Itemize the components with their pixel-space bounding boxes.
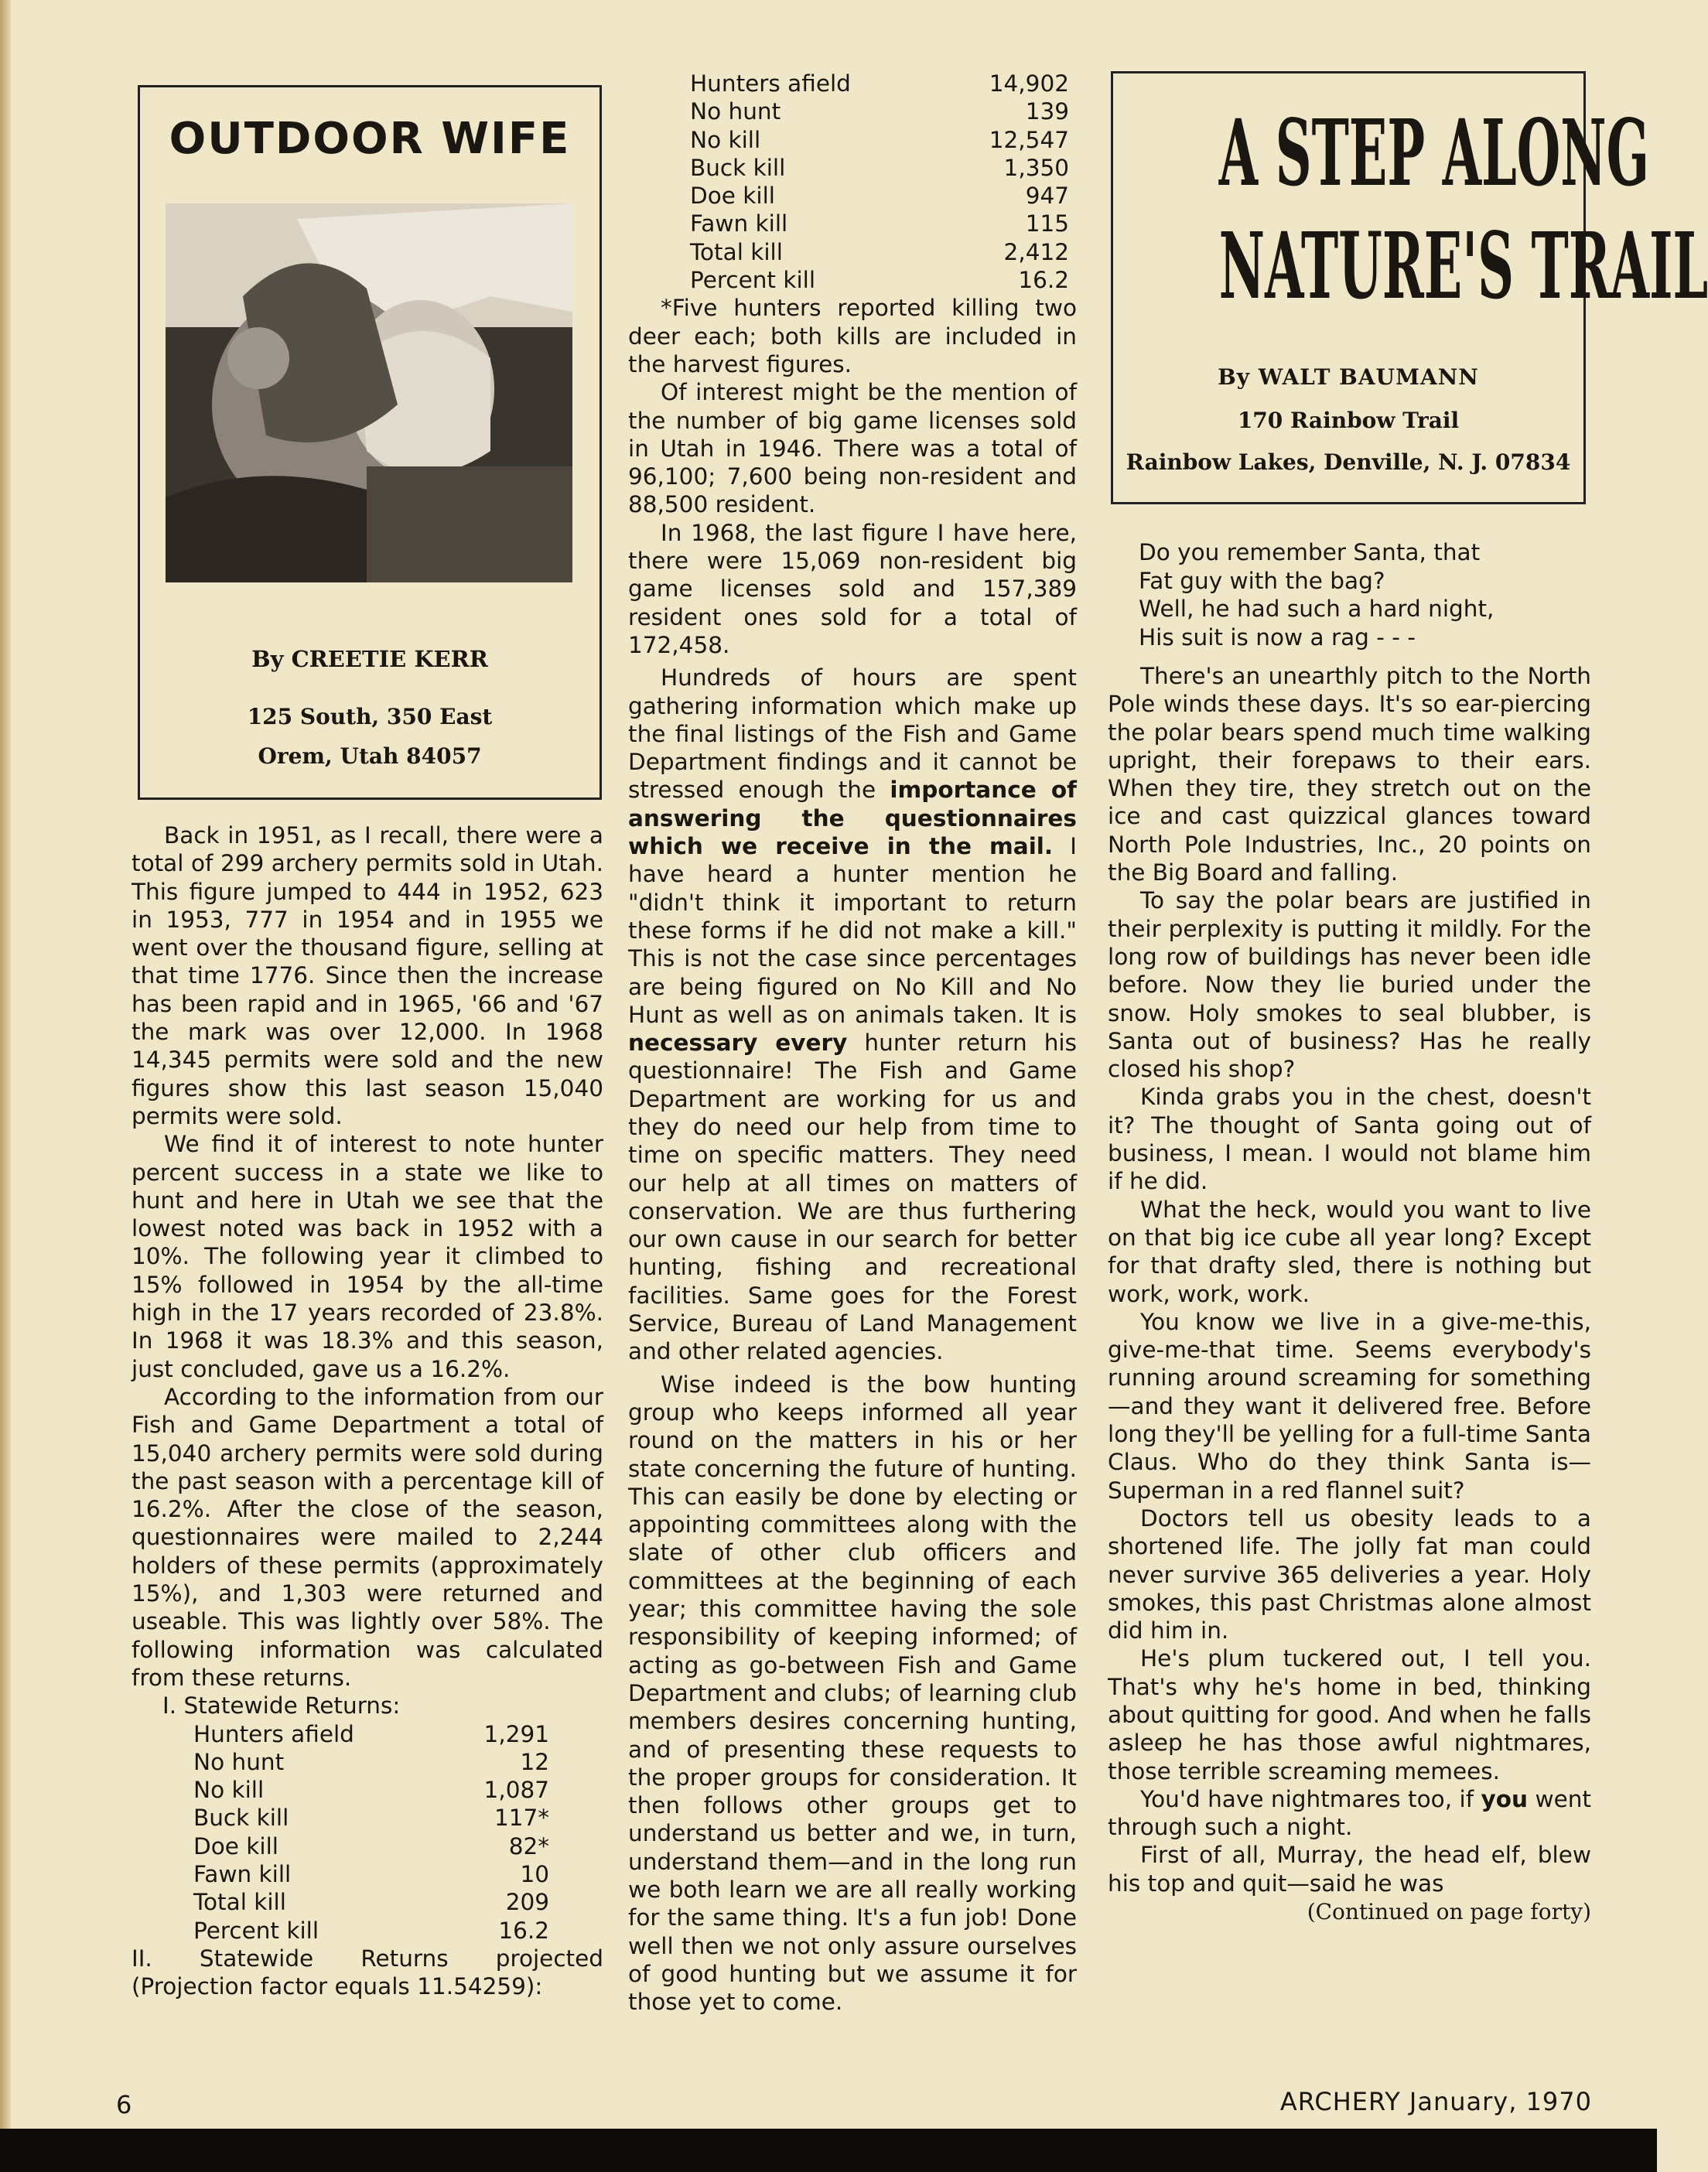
stats-value: 1,350 — [1003, 154, 1069, 181]
poem-line: His suit is now a rag - - - — [1139, 623, 1416, 651]
col3-p8-text-b: went through such a night. — [1108, 1785, 1591, 1841]
stats-row — [690, 70, 1069, 97]
col1-paragraph-2: We find it of interest to note hunter percent success in a state we like to hunt and here in Utah we see that the lowest noted was back in 1952 with a 10%. The following year it climbed to 15% followed in 1954 by the all-time high in the 17 years recorded of 23.8%. In 1968 it was 18.3% and this season, just concluded, gave us a 16.2%. — [132, 1131, 603, 1382]
stats-label: Fawn kill — [690, 210, 788, 237]
col2-p3-bold2: necessary every — [628, 1030, 848, 1057]
col2-paragraph-1: Of interest might be the mention of the number of big game licenses sold in Utah in 1946. There was a total of 96,100; 7,600 being non-resident and 88,500 resident. — [628, 379, 1077, 518]
col3-paragraph-2: To say the polar bears are justified in their perplexity is putting it mildly. For the long row of buildings has never been idle before. Now they lie buried under the snow. Holy smokes to seal blubber, is Santa out of business? Has he really closed his shop? — [1108, 887, 1591, 1083]
stats-row — [690, 266, 1069, 294]
stats-value: 10 — [520, 1860, 549, 1887]
col2-p3-text-a: Hundreds of hours are spent gathering information which make up the final listings of the Fish and Game Department findings and it cannot be stressed enough the — [628, 664, 1077, 804]
col1-paragraph-3: According to the information from our Fish and Game Department a total of 15,040 archery permits were sold during the past season with a percentage kill of 16.2%. After the close of the season, questionnaires were mailed to 2,244 holders of these permits (approximately 15%), and 1,303 were returned and useable. This was lightly over 58%. The following information was calculated from these returns. — [132, 1383, 603, 1691]
stats-value: 117* — [494, 1805, 549, 1832]
stats-value: 16.2 — [498, 1917, 549, 1944]
col3-p8-text-a: You'd have nightmares too, if — [1140, 1785, 1481, 1812]
col3-paragraph-4: What the heck, would you want to live on that big ice cube all year long? Except for that drafty sled, there is nothing but work, work, work. — [1108, 1196, 1591, 1307]
stats-row — [193, 1720, 549, 1748]
stats-label: Doe kill — [690, 183, 775, 210]
stats-row — [193, 1748, 549, 1776]
santa-poem — [1139, 538, 1591, 651]
stats-value: 14,902 — [989, 70, 1069, 97]
nature-trail-header-box — [1111, 71, 1708, 504]
stats-value: 139 — [1025, 98, 1069, 125]
col3-p8-bold: you — [1481, 1785, 1529, 1812]
col1-section-1-heading: I. Statewide Returns: — [162, 1692, 401, 1720]
stats-label: Doe kill — [193, 1832, 278, 1860]
col2-paragraph-4: Wise indeed is the bow hunting group who keeps informed all year round on the matters in his or her state concerning the future of hunting. This can easily be done by electing or appointing committees along with the slate of other club officers and committees at the beginning of each year; this committee having the sole responsibility of keeping informed; of acting as go-between Fish and Game Department and clubs; of learning club members desires concerning hunting, and of presenting these requests to the proper groups for consideration. It then follows other groups get to understand us better and we, in turn, understand them—and in the long run we both learn we are all really working for the same thing. It's a fun job! Done well then we not only assure ourselves of good hunting but we assume it for those yet to come. — [628, 1371, 1077, 2016]
col3-paragraph-5: You know we live in a give-me-this, give-me-that time. Seems everybody's running around screaming for something—and they want it delivered free. Before long they'll be yelling for a full-time Santa Claus. Who do they think Santa is—Superman in a red flannel suit? — [1108, 1308, 1591, 1504]
stats-label: No kill — [690, 126, 761, 153]
stats-row — [193, 1888, 549, 1916]
stats-row — [690, 210, 1069, 237]
scan-bottom-edge — [0, 2129, 1657, 2172]
scan-edge — [0, 0, 11, 2172]
nature-trail-title-line1: A STEP ALONG — [1218, 99, 1650, 207]
stats-value: 209 — [505, 1889, 549, 1916]
projected-returns-table — [690, 70, 1069, 294]
publication-footer: ARCHERY January, 1970 — [1279, 2087, 1592, 2116]
poem-line: Fat guy with the bag? — [1139, 567, 1385, 594]
stats-label: Percent kill — [193, 1917, 319, 1944]
nature-trail-title — [1218, 97, 1708, 323]
stats-label: No hunt — [193, 1748, 285, 1775]
nature-trail-title-line2: NATURE'S TRAIL — [1218, 212, 1708, 319]
stats-value: 2,412 — [1003, 238, 1069, 265]
poem-line: Well, he had such a hard night, — [1139, 596, 1494, 622]
page-number: 6 — [116, 2090, 132, 2119]
column-3 — [1108, 538, 1591, 1924]
stats-value: 1,087 — [483, 1777, 549, 1804]
col3-paragraph-6: Doctors tell us obesity leads to a shortened life. The jolly fat man could never survive 365 deliveries a year. Holy smokes, this past Christmas alone almost did him in. — [1108, 1504, 1591, 1644]
stats-label: Total kill — [690, 238, 783, 265]
nature-trail-address-line2: Rainbow Lakes, Denville, N. J. 07834 — [1126, 449, 1571, 475]
stats-row — [690, 238, 1069, 266]
col1-paragraph-1: Back in 1951, as I recall, there were a total of 299 archery permits sold in Utah. This figure jumped to 444 in 1952, 623 in 1953, 777 in 1954 and in 1955 we went over the thousand figure, selling at that time 1776. Since then the increase has been rapid and in 1965, '66 and '67 the mark was over 12,000. In 1968 14,345 permits were sold and the new figures show this last season 15,040 permits were sold. — [132, 822, 603, 1129]
stats-row — [690, 154, 1069, 182]
col3-paragraph-9: First of all, Murray, the head elf, blew his top and quit—said he was — [1108, 1842, 1591, 1897]
outdoor-wife-address-line2: Orem, Utah 84057 — [258, 743, 482, 769]
stats-label: Total kill — [193, 1889, 286, 1916]
stats-value: 16.2 — [1018, 267, 1069, 294]
author-photo — [166, 203, 572, 582]
col3-paragraph-8 — [1108, 1785, 1591, 1842]
stats-row — [193, 1776, 549, 1804]
stats-label: No hunt — [690, 98, 781, 125]
outdoor-wife-address-line1: 125 South, 350 East — [247, 704, 493, 729]
outdoor-wife-header-box — [138, 85, 602, 800]
outdoor-wife-title: OUTDOOR WIFE — [169, 114, 571, 164]
col1-section-2-heading: II. Statewide Returns projected (Projection factor equals 11.54259): — [132, 1945, 603, 2000]
stats-value: 82* — [508, 1832, 549, 1860]
stats-row — [690, 97, 1069, 125]
stats-value: 1,291 — [483, 1720, 549, 1747]
col3-paragraph-7: He's plum tuckered out, I tell you. That's why he's home in bed, thinking about quitting for good. And when he falls asleep he has those awful nightmares, those terrible screaming memees. — [1108, 1645, 1591, 1784]
stats-label: Hunters afield — [690, 70, 851, 97]
stats-row — [193, 1832, 549, 1860]
continued-note: (Continued on page forty) — [1307, 1899, 1591, 1925]
col3-paragraph-3: Kinda grabs you in the chest, doesn't it? The thought of Santa going out of business, I mean. I would not blame him if he did. — [1108, 1084, 1591, 1195]
nature-trail-byline: By WALT BAUMANN — [1218, 364, 1479, 390]
stats-value: 947 — [1025, 183, 1069, 210]
column-2 — [628, 70, 1077, 2016]
stats-value: 12 — [520, 1748, 549, 1775]
col2-p3-text-b: I have heard a hunter mention he "didn't think it important to return these forms if he did not make a kill." This is not the case since percentages are being figured on No Kill and No Hunt as well as on animals taken. It is — [628, 833, 1077, 1028]
outdoor-wife-byline: By CREETIE KERR — [251, 646, 488, 672]
col3-paragraph-1: There's an unearthly pitch to the North Pole winds these days. It's so ear-piercing the polar bears spend much time walking upright, their forepaws to their ears. When they tire, they stretch out on the ice and cast quizzical glances toward North Pole Industries, Inc., 20 points on the Big Board and falling. — [1108, 663, 1591, 886]
stats-value: 12,547 — [989, 126, 1069, 153]
stats-row — [690, 126, 1069, 154]
stats-row — [193, 1917, 549, 1945]
poem-line: Do you remember Santa, that — [1139, 539, 1481, 565]
stats-row — [193, 1860, 549, 1888]
stats-label: Fawn kill — [193, 1860, 292, 1887]
stats-label: Hunters afield — [193, 1720, 354, 1747]
column-1 — [132, 821, 603, 2000]
stats-row — [193, 1804, 549, 1832]
stats-label: Buck kill — [193, 1805, 289, 1832]
statewide-returns-table — [193, 1720, 603, 1945]
stats-label: Percent kill — [690, 267, 816, 294]
stats-label: No kill — [193, 1777, 265, 1804]
col2-footnote: *Five hunters reported killing two deer each; both kills are included in the harvest figures. — [628, 295, 1077, 377]
col2-paragraph-2: In 1968, the last figure I have here, there were 15,069 non-resident big game licenses sold and 157,389 resident ones sold for a total of 172,458. — [628, 519, 1077, 658]
nature-trail-address-line1: 170 Rainbow Trail — [1237, 408, 1460, 433]
stats-label: Buck kill — [690, 154, 786, 181]
col2-p3-text-c: hunter return his questionnaire! The Fish and Game Department are working for us and they do need our help from time to time on specific matters. They need our help at all times on matters of conservation. We are thus furthering our own cause in our search for better hunting, fishing and recreational facilities. Same goes for the Forest Service, Bureau of Land Management and other related agencies. — [628, 1030, 1078, 1365]
stats-row — [690, 182, 1069, 210]
stats-value: 115 — [1025, 210, 1069, 237]
author-photo-illustration — [166, 203, 572, 582]
col2-p3-bold: importance of answering the questionnaires which we receive in the mail. — [628, 777, 1077, 860]
col2-paragraph-3 — [628, 664, 1077, 1365]
